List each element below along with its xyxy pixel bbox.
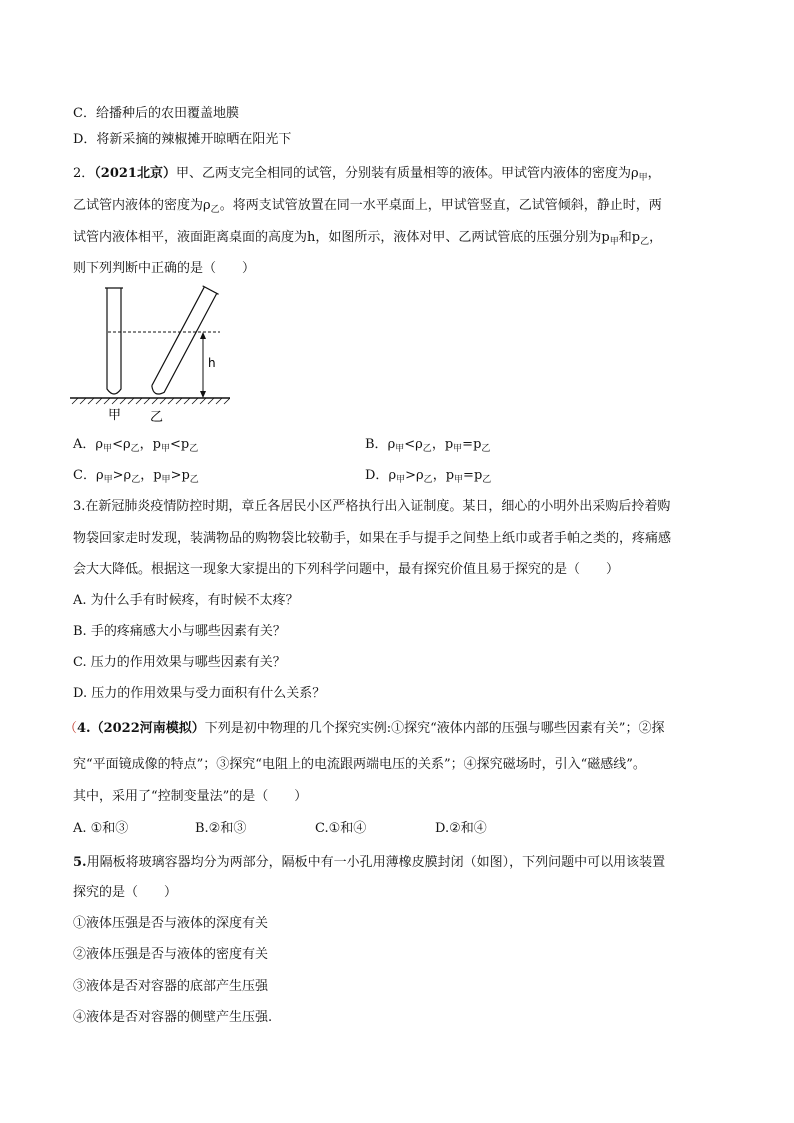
q3-line-1: 3.在新冠肺炎疫情防控时期，章丘各居民小区严格执行出入证制度。某日，细心的小明外出采购后拎着购: [73, 499, 671, 514]
q5-statement-4: ④液体是否对容器的侧壁产生压强.: [73, 1010, 273, 1025]
table-hatch: [72, 398, 230, 404]
q3-option-c: C. 压力的作用效果与哪些因素有关？: [73, 655, 286, 670]
q4-number: 4.: [77, 721, 91, 736]
q4-option-a: A. ①和③: [73, 821, 129, 836]
q3-line-3: 会大大降低。根据这一现象大家提出的下列科学问题中，最有探究价值且易于探究的是（ ）: [73, 562, 620, 577]
label-yi: 乙: [150, 410, 164, 425]
q2-source: （2021北京）: [94, 166, 176, 181]
q5-line-2: 探究的是（ ）: [73, 885, 178, 900]
q1-option-c: C．给播种后的农田覆盖地膜: [73, 106, 239, 121]
q4-line-2: 究“平面镜成像的特点”；③探究“电阻上的电流跟两端电压的关系”；④探究磁场时，引入“磁感线”。: [73, 757, 646, 772]
q5-statement-3: ③液体是否对容器的底部产生压强: [73, 979, 269, 994]
q4-line-1: （4.（2022河南模拟）下列是初中物理的几个探究实例:①探究“液体内部的压强与哪些因素有关”；②探: [64, 721, 665, 736]
q2-line-3: 试管内液体相平，液面距离桌面的高度为h，如图所示，液体对甲、乙两试管底的压强分别为$p_甲$和$p_乙$，: [73, 230, 663, 247]
q3-option-b: B. 手的疼痛感大小与哪些因素有关？: [73, 624, 286, 639]
label-jia: 甲: [108, 408, 122, 423]
q1-option-d: D．将新采摘的辣椒摊开晾晒在阳光下: [73, 132, 292, 147]
q5-line-1: 5.用隔板将玻璃容器均分为两部分，隔板中有一小孔用薄橡皮膜封闭（如图），下列问题中可以用该装置: [73, 855, 666, 870]
q2-option-c: C．$\rho_甲>\rho_乙$，$p_甲>p_乙$: [73, 468, 199, 485]
test-tube-figure: [70, 285, 230, 425]
q5-statement-1: ①液体压强是否与液体的深度有关: [73, 916, 269, 931]
q4-paren: （: [64, 721, 78, 736]
q2-option-a: A．$\rho_甲<\rho_乙$，$p_甲<p_乙$: [73, 437, 199, 454]
q2-line-4: 则下列判断中正确的是（ ）: [73, 261, 256, 276]
test-tube-yi: [148, 286, 219, 398]
q5-statement-2: ②液体压强是否与液体的密度有关: [73, 947, 269, 962]
q4-source: （2022河南模拟）: [90, 721, 205, 736]
q4-option-b: B.②和③: [195, 821, 247, 836]
q5-number: 5.: [73, 855, 87, 870]
q4-option-d: D.②和④: [435, 821, 487, 836]
q2-number: 2．: [73, 166, 95, 181]
q4-line-3: 其中，采用了“控制变量法”的是（ ）: [73, 789, 308, 804]
label-h: h: [208, 356, 216, 370]
q3-line-2: 物袋回家走时发现，装满物品的购物袋比较勒手，如果在手与提手之间垫上纸巾或者手帕之类的，疼痛感: [73, 531, 672, 546]
q2-line-2: 乙试管内液体的密度为$\rho_乙$。将两支试管放置在同一水平桌面上，甲试管竖直，乙试管倾斜，静止时，两: [73, 198, 662, 215]
q3-option-d: D. 压力的作用效果与受力面积有什么关系？: [73, 686, 326, 701]
height-arrow-h: [200, 332, 206, 398]
q4-option-c: C.①和④: [315, 821, 367, 836]
q2-line-1: 2．（2021北京）甲、乙两支完全相同的试管，分别装有质量相等的液体。甲试管内液体的密度为$\rho_甲$，: [73, 166, 661, 183]
q2-option-d: D．$\rho_甲>\rho_乙$，$p_甲=p_乙$: [365, 468, 492, 485]
q2-option-b: B．$\rho_甲<\rho_乙$，$p_甲=p_乙$: [365, 437, 491, 454]
q2-text-1: 甲、乙两支完全相同的试管，分别装有质量相等的液体。甲试管内液体的密度为: [175, 166, 631, 181]
q3-option-a: A. 为什么手有时候疼，有时候不太疼？: [73, 593, 299, 608]
test-tube-jia: [105, 288, 123, 394]
